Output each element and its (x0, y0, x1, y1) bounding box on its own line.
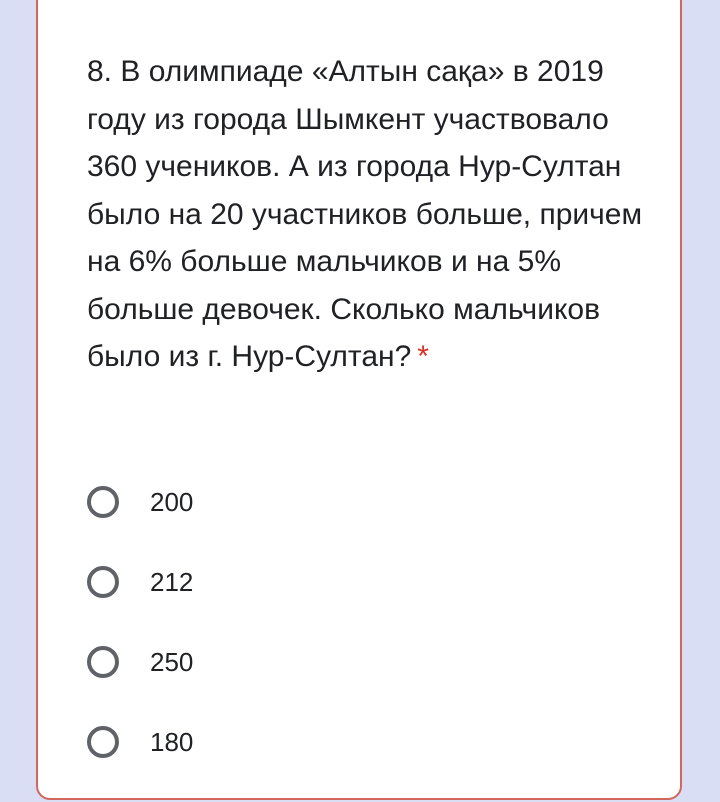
option-250[interactable] (87, 642, 627, 682)
option-180[interactable] (87, 722, 627, 762)
answer-options (87, 482, 627, 802)
radio-button-icon[interactable] (87, 726, 119, 758)
option-label: 212 (150, 566, 194, 597)
question-body: 8. В олимпиаде «Алтын сақа» в 2019 году из города Шымкент участвовало 360 учеников. А из города Нур-Султан было на 20 участников больше, причем на 6% больше мальчиков и на 5% больше девочек. Сколько мальчиков было из г. Нур-Султан? (87, 55, 643, 373)
radio-button-icon[interactable] (87, 646, 119, 678)
option-label: 180 (150, 726, 194, 757)
required-asterisk: * (417, 340, 429, 373)
option-label: 250 (150, 646, 194, 677)
option-212[interactable] (87, 562, 627, 602)
option-label: 200 (150, 486, 194, 517)
radio-button-icon[interactable] (87, 486, 119, 518)
question-text (87, 48, 647, 381)
option-200[interactable] (87, 482, 627, 522)
radio-button-icon[interactable] (87, 566, 119, 598)
